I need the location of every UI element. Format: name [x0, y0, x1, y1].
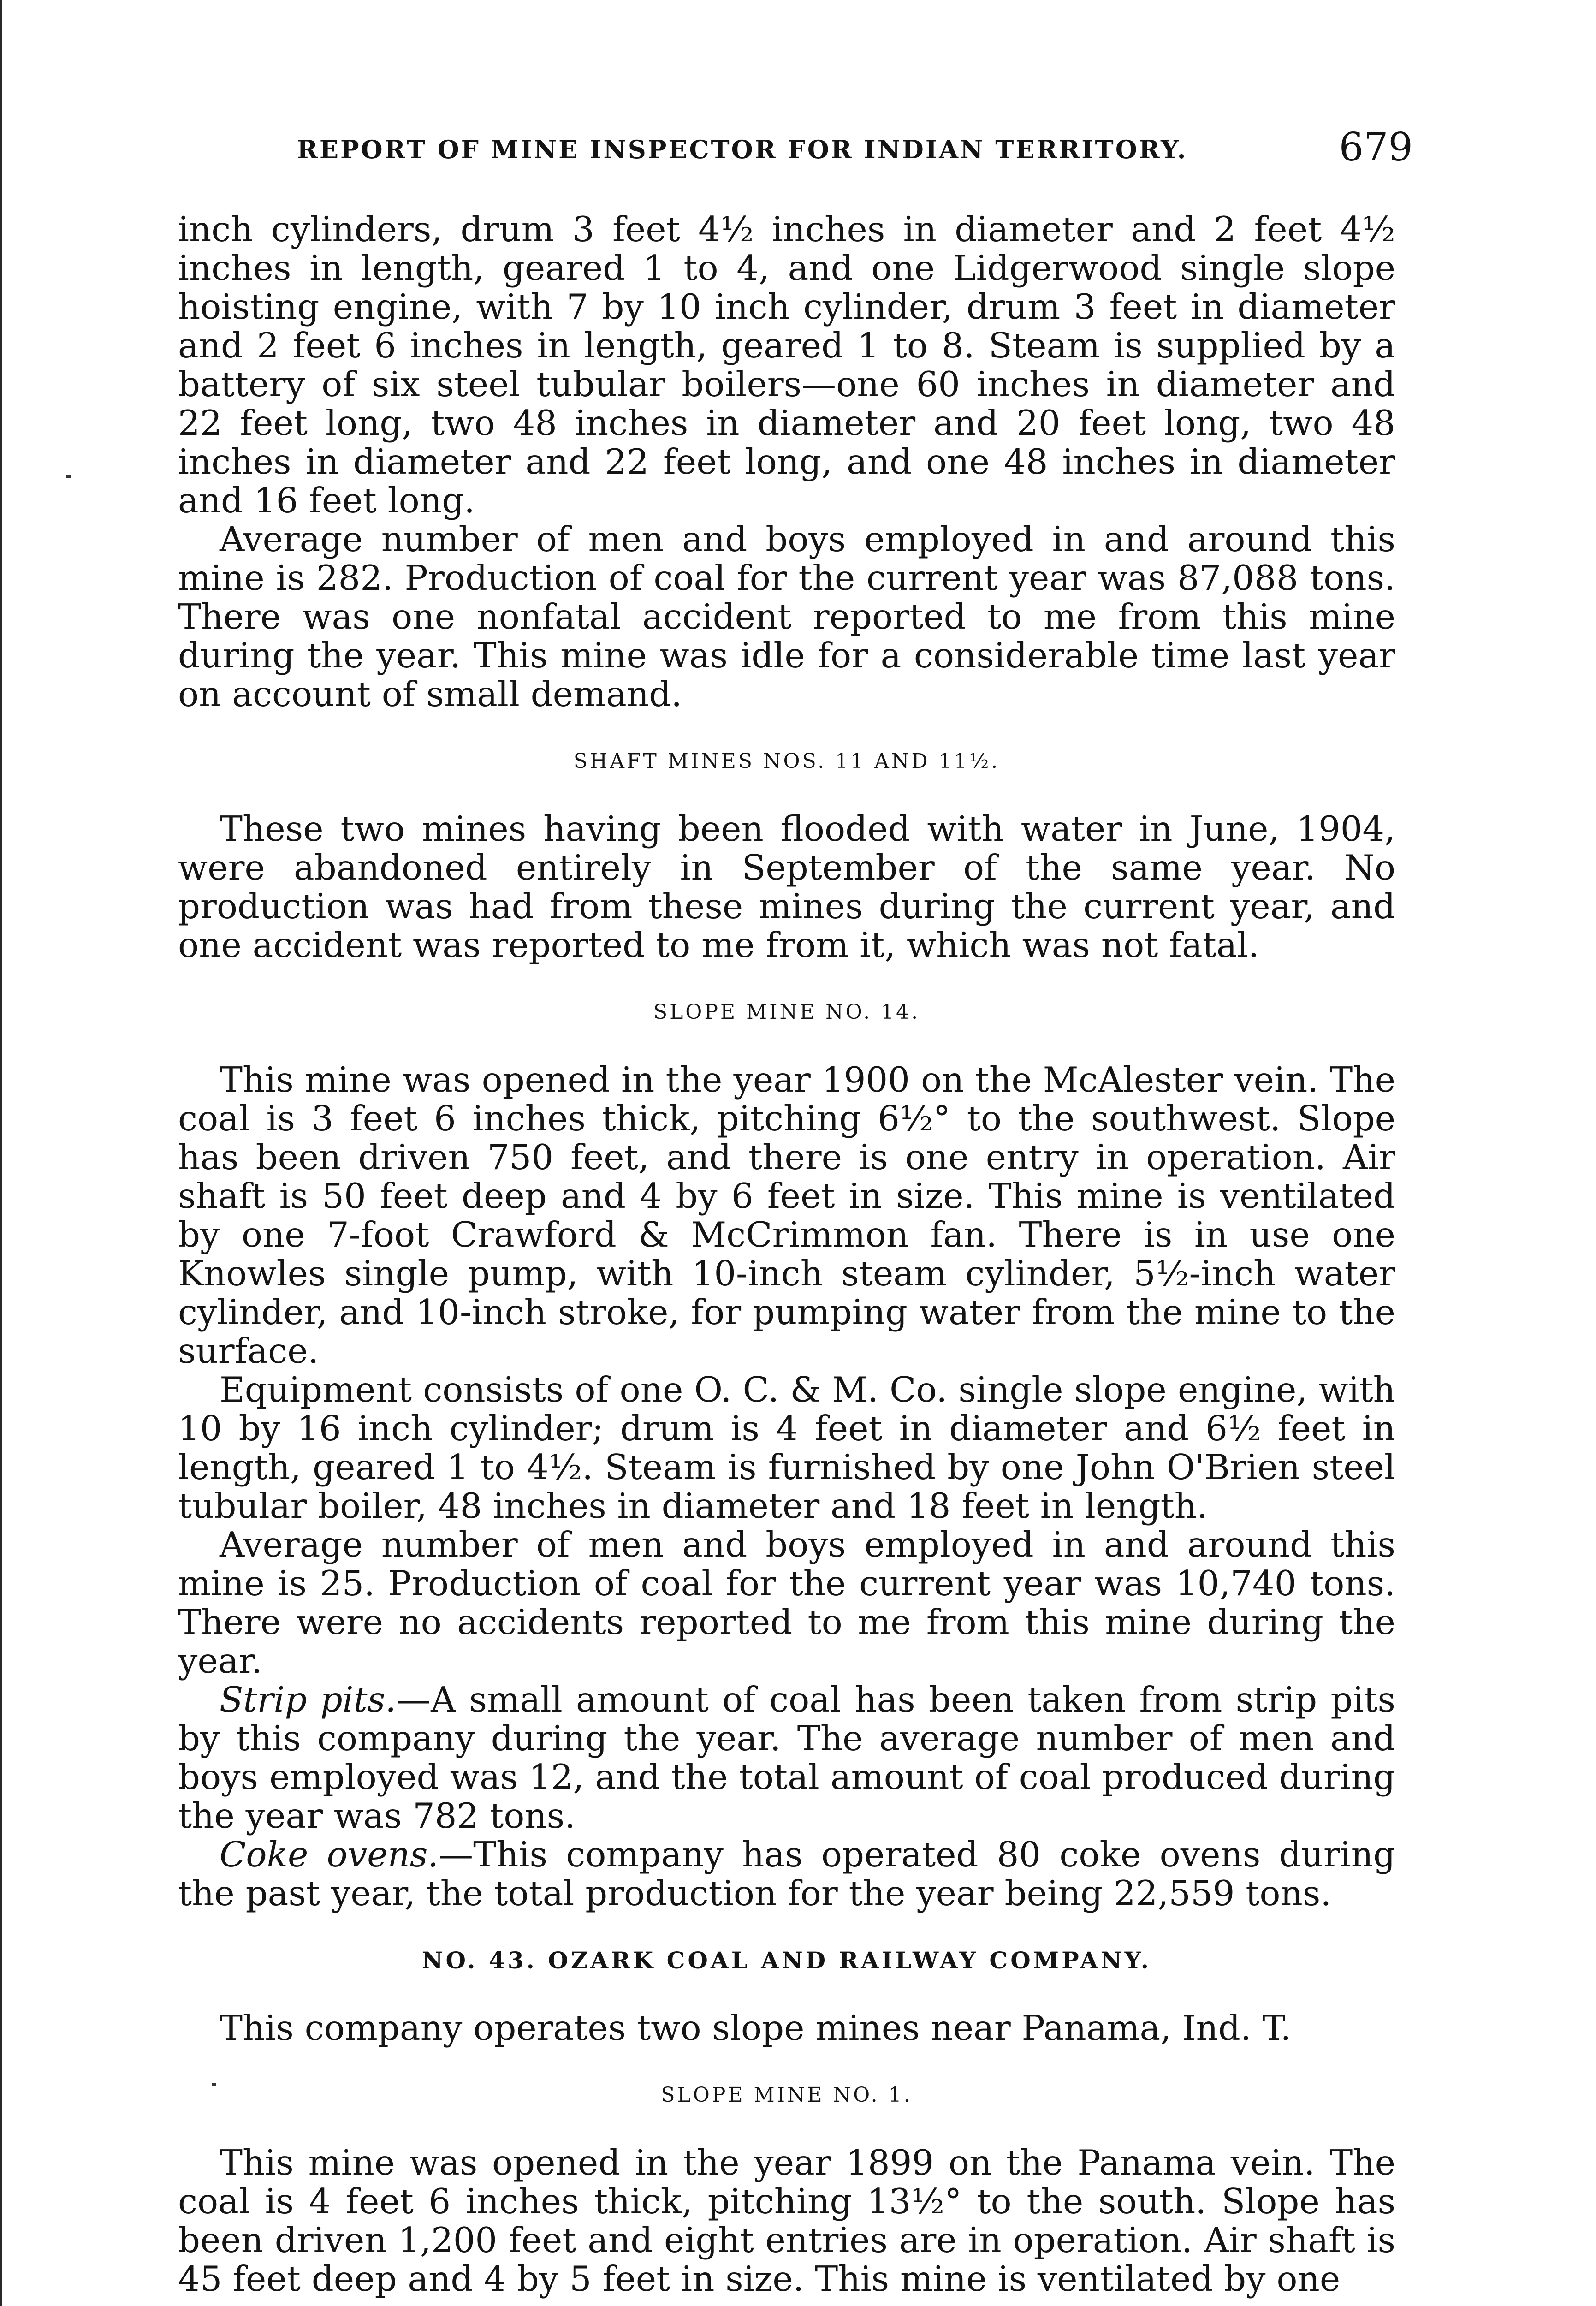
page-number: 679 [1339, 125, 1413, 170]
section-heading-shaft-mines: SHAFT MINES NOS. 11 AND 11½. [573, 749, 1000, 773]
paragraph-slope-mine-14: This mine was opened in the year 1900 on the McAlester vein. The coal is 3 feet 6 inches thick, pitching 6½° to the southwest. Slope has been driven 750 feet, and there is one entry in operation. Air shaft is 50 feet deep and 4 by 6 feet in size. This mine is ventilated by one 7-foot Crawford & McCrimmon fan. There is in use one Knowles single pump, with 10-inch steam cylinder, 5½-inch water cylinder, and 10-inch stroke, for pumping water from the mine to the surface. [178, 1059, 1395, 1371]
paragraph-shaft-mines: These two mines having been flooded with water in June, 1904, were abandoned entirely in September of the same year. No production was had from these mines during the current year, and one accident was reported to me from it, which was not fatal. [178, 808, 1395, 965]
document-body [178, 210, 1395, 2298]
paragraph-coke-ovens [178, 1835, 1395, 1913]
paragraph-employment-14: Average number of men and boys employed in and around this mine is 25. Production of coal for the current year was 10,740 tons. There were no accidents reported to me from this mine during the year. [178, 1524, 1395, 1681]
scan-speck [66, 475, 71, 478]
paragraph-ozark: This company operates two slope mines near Panama, Ind. T. [220, 2008, 1292, 2048]
running-head [297, 125, 1413, 175]
paragraph-employment: Average number of men and boys employed in and around this mine is 282. Production of coal for the current year was 87,088 tons. There was one nonfatal accident reported to me from this mine during the year. This mine was idle for a considerable time last year on account of small demand. [178, 519, 1395, 714]
paragraph-continued: inch cylinders, drum 3 feet 4½ inches in diameter and 2 feet 4½ inches in length, geared 1 to 4, and one Lidgerwood single slope hoisting engine, with 7 by 10 inch cylinder, drum 3 feet in diameter and 2 feet 6 inches in length, geared 1 to 8. Steam is supplied by a battery of six steel tubular boilers—one 60 inches in diameter and 22 feet long, two 48 inches in diameter and 20 feet long, two 48 inches in diameter and 22 feet long, and one 48 inches in diameter and 16 feet long. [178, 209, 1395, 521]
coke-ovens-text: —This company has operated 80 coke ovens during the past year, the total production for the year being 22,559 tons. [178, 1834, 1395, 1914]
section-heading-slope-mine-1: SLOPE MINE NO. 1. [661, 2083, 913, 2107]
paragraph-equipment: Equipment consists of one O. C. & M. Co. single slope engine, with 10 by 16 inch cylinder; drum is 4 feet in diameter and 6½ feet in length, geared 1 to 4½. Steam is furnished by one John O'Brien steel tubular boiler, 48 inches in diameter and 18 feet in length. [178, 1369, 1395, 1526]
running-title: REPORT OF MINE INSPECTOR FOR INDIAN TERRITORY. [297, 135, 1188, 164]
paragraph-slope-mine-1: This mine was opened in the year 1899 on the Panama vein. The coal is 4 feet 6 inches thick, pitching 13½° to the south. Slope has been driven 1,200 feet and eight entries are in operation. Air shaft is 45 feet deep and 4 by 5 feet in size. This mine is ventilated by one [178, 2142, 1395, 2299]
section-heading-slope-mine-14: SLOPE MINE NO. 14. [653, 1000, 920, 1024]
strip-pits-label: Strip pits. [220, 1679, 397, 1720]
section-heading-ozark: NO. 43. OZARK COAL AND RAILWAY COMPANY. [421, 1947, 1152, 1974]
paragraph-strip-pits [178, 1680, 1395, 1835]
coke-ovens-label: Coke ovens. [220, 1834, 439, 1875]
strip-pits-text: —A small amount of coal has been taken from strip pits by this company during the year. The average number of men and boys employed was 12, and the total amount of coal produced during the year was 782 tons. [178, 1679, 1395, 1836]
